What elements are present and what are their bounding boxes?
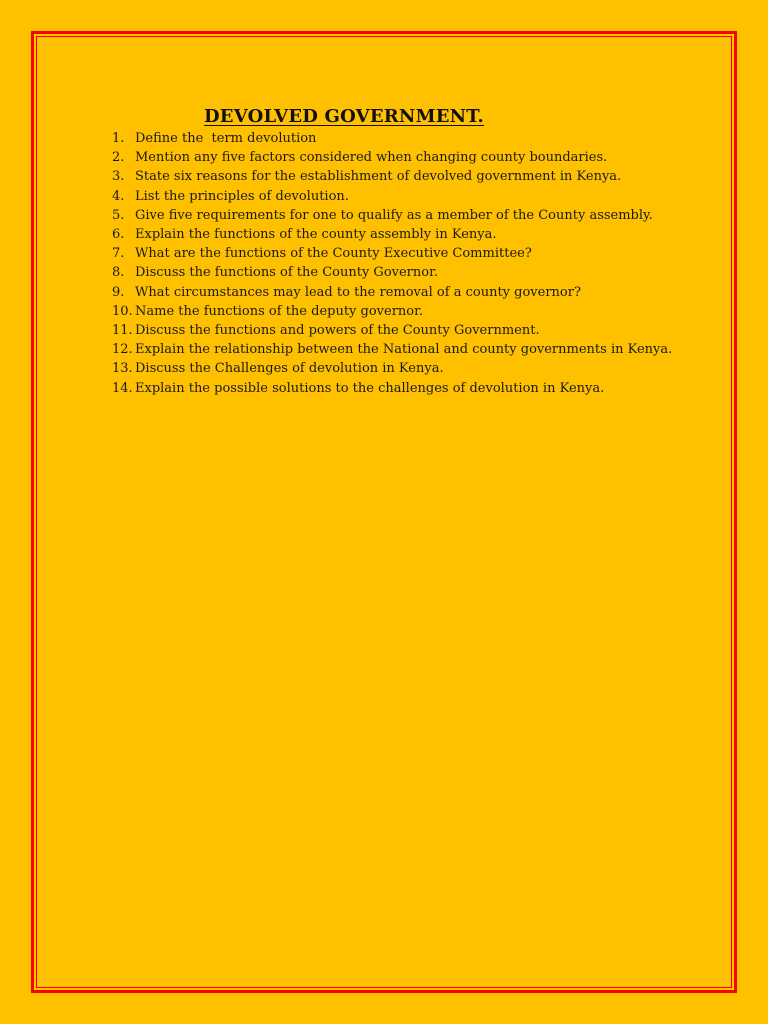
question-number: 3. <box>112 169 125 185</box>
question-item <box>112 302 692 321</box>
question-text: Discuss the functions of the County Governor. <box>135 265 439 281</box>
question-item <box>112 379 692 398</box>
question-number: 2. <box>112 150 125 166</box>
question-text: Discuss the Challenges of devolution in Kenya. <box>135 361 444 377</box>
question-number: 13. <box>112 361 133 377</box>
question-item <box>112 129 692 148</box>
question-list <box>112 129 692 398</box>
document-title: DEVOLVED GOVERNMENT. <box>204 106 485 127</box>
question-number: 11. <box>112 323 133 339</box>
question-number: 8. <box>112 265 125 281</box>
question-text: Mention any five factors considered when changing county boundaries. <box>135 150 608 166</box>
question-item <box>112 167 692 186</box>
question-text: What circumstances may lead to the removal of a county governor? <box>135 284 581 300</box>
question-number: 5. <box>112 207 125 223</box>
question-text: Discuss the functions and powers of the County Government. <box>135 323 540 339</box>
question-number: 12. <box>112 342 133 358</box>
question-number: 6. <box>112 227 125 243</box>
question-number: 4. <box>112 188 125 204</box>
question-text: Name the functions of the deputy governor. <box>135 303 424 319</box>
question-number: 7. <box>112 246 125 262</box>
question-item <box>112 283 692 302</box>
question-text: What are the functions of the County Executive Committee? <box>135 246 532 262</box>
question-item <box>112 359 692 378</box>
question-item <box>112 263 692 282</box>
question-text: State six reasons for the establishment of devolved government in Kenya. <box>135 169 622 185</box>
question-item <box>112 321 692 340</box>
question-number: 1. <box>112 131 125 146</box>
question-item <box>112 206 692 225</box>
question-item <box>112 225 692 244</box>
question-text: Give five requirements for one to qualify as a member of the County assembly. <box>135 207 653 223</box>
question-number: 9. <box>112 284 125 300</box>
question-text: Explain the functions of the county assembly in Kenya. <box>135 227 497 243</box>
question-text: Explain the relationship between the National and county governments in Kenya. <box>135 342 673 358</box>
question-item <box>112 148 692 167</box>
question-item <box>112 340 692 359</box>
question-item <box>112 187 692 206</box>
question-number: 10. <box>112 303 133 319</box>
question-item <box>112 244 692 263</box>
question-number: 14. <box>112 380 133 396</box>
question-text: List the principles of devolution. <box>135 188 349 204</box>
question-text: Explain the possible solutions to the challenges of devolution in Kenya. <box>135 380 605 396</box>
question-text: Define the term devolution <box>135 131 317 146</box>
